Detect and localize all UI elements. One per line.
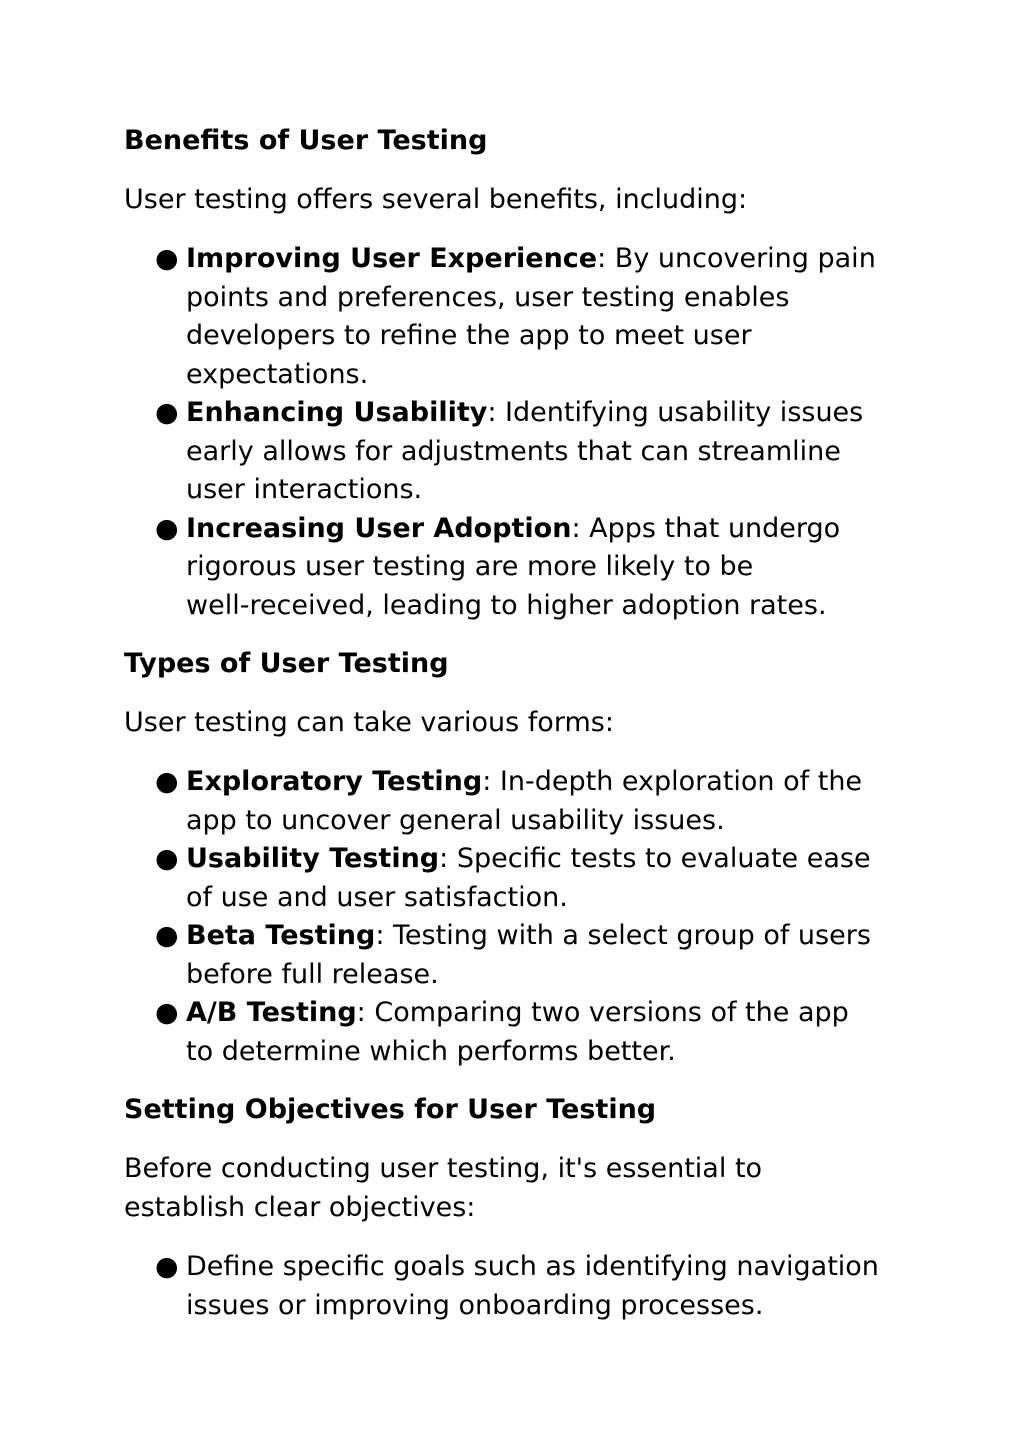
list-item-term: A/B Testing <box>186 997 357 1028</box>
list-item-text: : Specific tests to evaluate ease <box>439 843 871 874</box>
list-item-first-line <box>186 394 914 433</box>
bullet-icon: ● <box>155 997 179 1028</box>
bullet-icon: ● <box>155 512 179 544</box>
types-list <box>124 763 914 1071</box>
bullet-icon: ● <box>155 920 179 951</box>
objectives-list <box>124 1248 914 1325</box>
list-item-text: : In-depth exploration of the <box>482 766 863 797</box>
list-item-text: : By uncovering pain <box>597 243 876 274</box>
list-item-line: developers to refine the app to meet user <box>186 320 752 351</box>
list-item <box>124 1248 914 1325</box>
list-item <box>124 840 914 917</box>
list-item-first-line <box>186 510 914 549</box>
list-item-term: Beta Testing <box>186 920 376 951</box>
list-item-text: : Comparing two versions of the app <box>356 997 849 1028</box>
intro-line: establish clear objectives: <box>124 1191 476 1223</box>
list-item-term: Improving User Experience <box>186 243 598 274</box>
bullet-icon: ● <box>155 1251 179 1282</box>
section-intro-types <box>124 704 614 743</box>
bullet-icon: ● <box>155 843 179 874</box>
list-item-line: well-received, leading to higher adoption rates. <box>186 589 827 621</box>
list-item-line: of use and user satisfaction. <box>186 881 568 913</box>
bullet-icon: ● <box>155 397 179 428</box>
list-item-line: points and preferences, user testing enables <box>186 281 790 313</box>
list-item-line: early allows for adjustments that can streamline <box>186 435 841 467</box>
list-item <box>124 240 914 394</box>
list-item-line: app to uncover general usability issues. <box>186 804 725 836</box>
list-item-text: : Testing with a select group of users <box>375 920 871 951</box>
section-heading-types: Types of User Testing <box>124 648 449 679</box>
list-item-term: Enhancing Usability <box>186 397 488 428</box>
intro-line: User testing can take various forms: <box>124 707 614 738</box>
list-item-text: : Apps that undergo <box>571 512 841 544</box>
benefits-list <box>124 240 914 625</box>
section-intro-objectives <box>124 1150 762 1227</box>
list-item-line: user interactions. <box>186 474 423 505</box>
intro-line: Before conducting user testing, it's essential to <box>124 1153 763 1184</box>
list-item-text: Define specific goals such as identifying navigation <box>186 1251 879 1282</box>
bullet-icon: ● <box>155 766 179 797</box>
section-heading-objectives: Setting Objectives for User Testing <box>124 1094 657 1125</box>
list-item <box>124 763 914 840</box>
list-item-first-line <box>186 763 914 802</box>
list-item <box>124 917 914 994</box>
list-item <box>124 394 914 510</box>
list-item-term: Usability Testing <box>186 843 440 874</box>
list-item-line: before full release. <box>186 958 439 990</box>
list-item-first-line <box>186 1248 914 1287</box>
list-item <box>124 510 914 626</box>
list-item-term: Exploratory Testing <box>186 766 483 797</box>
list-item-first-line <box>186 240 914 279</box>
section-intro-benefits <box>124 181 747 220</box>
list-item-text: : Identifying usability issues <box>487 397 864 428</box>
list-item-first-line <box>186 840 914 879</box>
list-item-term: Increasing User Adoption <box>186 512 572 544</box>
list-item-first-line <box>186 994 914 1033</box>
bullet-icon: ● <box>155 243 179 274</box>
section-heading-benefits: Benefits of User Testing <box>124 125 488 156</box>
list-item-line: expectations. <box>186 358 369 390</box>
intro-line: User testing offers several benefits, including: <box>124 184 748 215</box>
list-item-first-line <box>186 917 914 956</box>
list-item-line: issues or improving onboarding processes. <box>186 1289 764 1321</box>
list-item <box>124 994 914 1071</box>
list-item-line: to determine which performs better. <box>186 1035 676 1067</box>
list-item-line: rigorous user testing are more likely to be <box>186 551 754 582</box>
